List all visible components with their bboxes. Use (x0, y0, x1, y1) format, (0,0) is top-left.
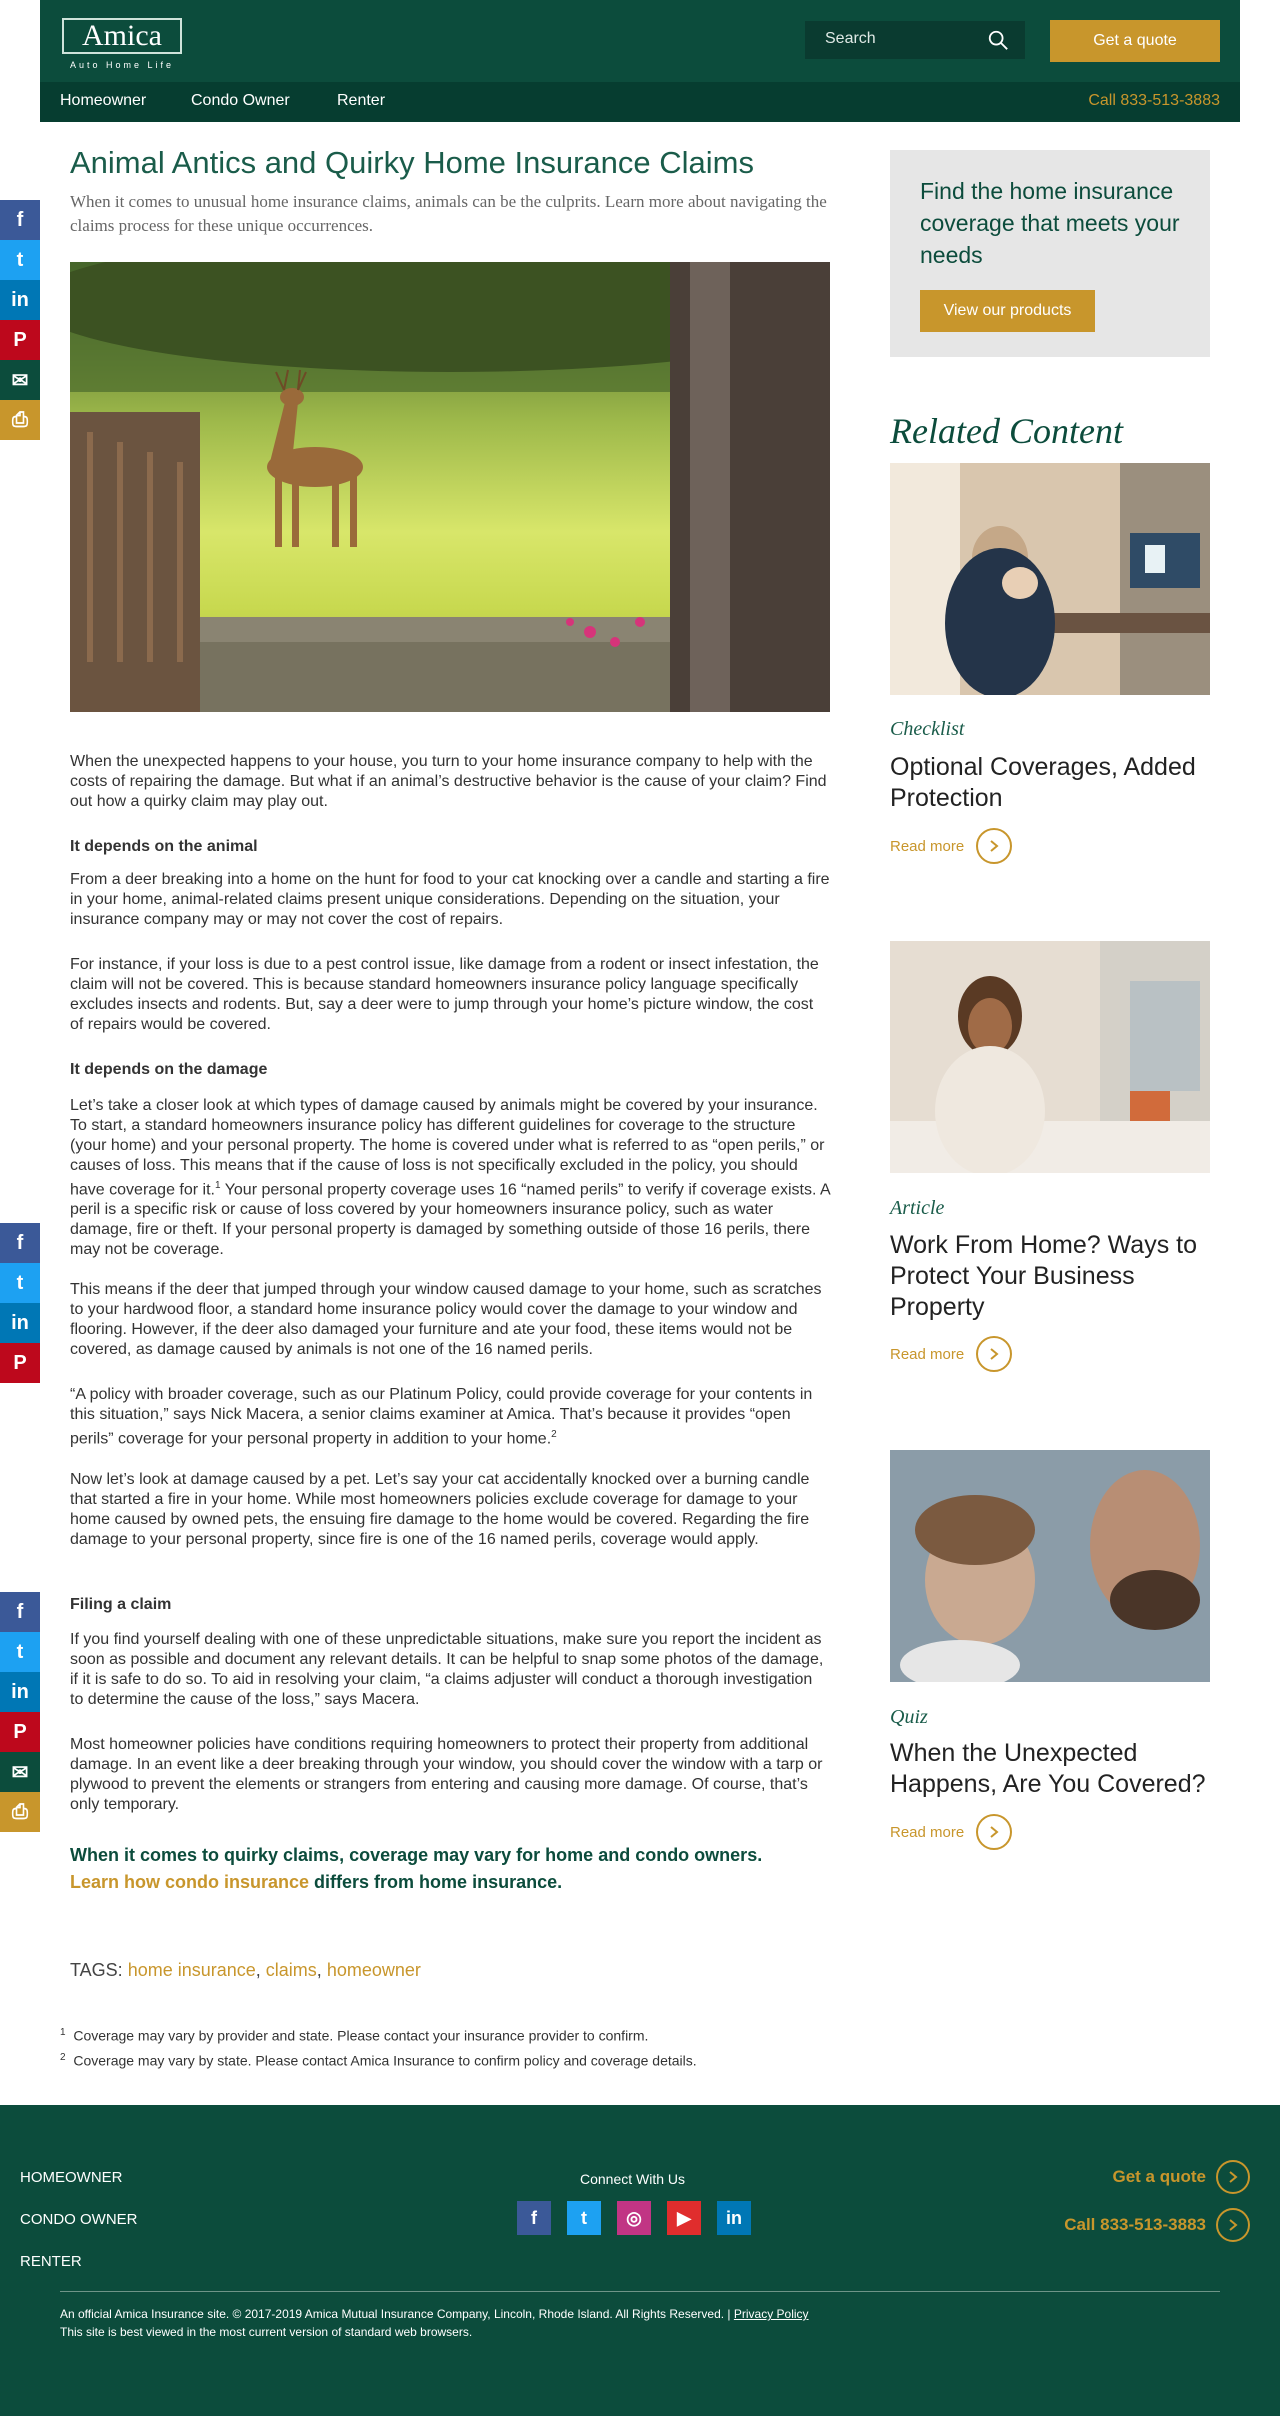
search-icon[interactable] (987, 29, 1009, 51)
condo-cta: When it comes to quirky claims, coverage may vary for home and condo owners. Learn how condo insurance differs from home insurance. (70, 1845, 763, 1892)
share-bar-top (0, 200, 40, 440)
search-placeholder: Search (825, 30, 876, 47)
paragraph-intro: When the unexpected happens to your house, you turn to your home insurance company to help with the costs of repairing the damage. But what if an animal’s destructive behavior is the cause of your claim? Find out how a quirky claim may play out. (70, 753, 827, 810)
paragraph-animal: From a deer breaking into a home on the hunt for food to your cat knocking over a candle and starting a fire in your home, animal-related claims present unique considerations. Depending on the situation, your insurance company may or may not cover the cost of repairs. (70, 871, 830, 928)
footer-homeowner-link[interactable]: HOMEOWNER (20, 2169, 123, 2186)
header-phone-link[interactable]: Call 833-513-3883 (1088, 92, 1220, 109)
connect-with-us: Connect With Us (580, 2171, 686, 2187)
paragraph-filing: If you find yourself dealing with one of these unpredictable situations, make sure you report the incident as soon as possible and document any relevant details. It can be helpful to snap some photos of the damage, if it is safe to do so. To aid in resolving your claim, “a claims adjuster will conduct a thorough investigation to determine the cause of the loss,” says Macera. (70, 1631, 824, 1708)
paragraph-deer-window: This means if the deer that jumped through your window caused damage to your home, such as scratches to your hardwood floor, a standard home insurance policy would cover the damage to your window and flooring. However, if the deer also damaged your furniture and ate your food, these items would not be covered, as damage caused by animals is not one of the 16 named perils. (70, 1281, 822, 1358)
products-promo (890, 150, 1210, 357)
twitter-share-icon[interactable]: t (0, 1632, 40, 1672)
page-title: Animal Antics and Quirky Home Insurance Claims (70, 145, 754, 180)
copyright-text: An official Amica Insurance site. © 2017-2019 Amica Mutual Insurance Company, Lincoln, Rhode Island. All Rights Reserved. | Privacy Policy This site is best viewed in the most current version of standard web browsers. (60, 2307, 809, 2339)
tag-claims[interactable]: claims (265, 1960, 317, 1980)
tag-home-insurance[interactable]: home insurance (127, 1960, 256, 1980)
condo-insurance-link[interactable]: Learn how condo insurance (70, 1872, 310, 1892)
footer-condo-owner-link[interactable]: CONDO OWNER (20, 2211, 138, 2228)
logo-tagline: Auto Home Life (70, 60, 175, 70)
twitter-share-icon[interactable]: t (0, 1263, 40, 1303)
print-icon[interactable]: ⎙ (0, 400, 40, 440)
promo-text: Find the home insurance coverage that meets your needs (920, 178, 1180, 268)
nav-renter[interactable]: Renter (337, 92, 386, 109)
chevron-right-icon (976, 1814, 1012, 1850)
privacy-policy-link[interactable]: Privacy Policy (733, 2307, 809, 2321)
footnote-2: $^2$ Coverage may vary by state. Please contact Amica Insurance to confirm policy and coverage details. (60, 2052, 697, 2069)
footnote-ref-2[interactable]: 2 (551, 1429, 557, 1440)
card-kind-article: Article (890, 1197, 945, 1219)
heading-filing-claim: Filing a claim (70, 1596, 172, 1613)
facebook-share-icon[interactable]: f (0, 200, 40, 240)
tags-list: TAGS: home insurance, claims, homeowner (70, 1960, 421, 1980)
footer-phone-link[interactable]: Call 833-513-3883 (1064, 2208, 1250, 2242)
card-image-woman-desk[interactable] (890, 941, 1210, 1173)
card-title-work-from-home[interactable]: Work From Home? Ways to Protect Your Business Property (890, 1231, 1197, 1321)
search-input[interactable] (805, 21, 1025, 59)
card-image-rainy-window[interactable] (890, 1450, 1210, 1682)
pinterest-share-icon[interactable]: P (0, 1712, 40, 1752)
site-header (40, 0, 1240, 122)
paragraph-pest: For instance, if your loss is due to a pest control issue, like damage from a rodent or insect infestation, the claim will not be covered. This is because standard homeowners insurance policy language specifically excludes insects and rodents. But, say a deer were to jump through your home’s picture window, the cost of repairs would be covered. (70, 956, 819, 1033)
print-icon[interactable]: ⎙ (0, 1792, 40, 1832)
tag-homeowner[interactable]: homeowner (326, 1960, 421, 1980)
article-subtitle: When it comes to unusual home insurance claims, animals can be the culprits. Learn more about navigating the claims process for these unique occurrences. (70, 192, 827, 235)
twitter-icon[interactable]: t (567, 2201, 601, 2235)
email-share-icon[interactable]: ✉ (0, 360, 40, 400)
site-footer (0, 2105, 1280, 2416)
card-title-unexpected-happens[interactable]: When the Unexpected Happens, Are You Covered? (890, 1739, 1206, 1798)
paragraph-platinum: “A policy with broader coverage, such as our Platinum Policy, could provide coverage for your contents in this situation,” says Nick Macera, a senior claims examiner at Amica. That’s because it provides “open perils” coverage for your personal property in addition to your home.$^2$ (70, 1386, 813, 1448)
email-share-icon[interactable]: ✉ (0, 1752, 40, 1792)
youtube-icon[interactable]: ▶ (667, 2201, 701, 2235)
chevron-right-icon (1216, 2160, 1250, 2194)
paragraph-damage: Let’s take a closer look at which types of damage caused by animals might be covered by your insurance. To start, a standard homeowners insurance policy has different guidelines for coverage to the structure (your home) and your personal property. The home is covered under what is referred to as “open perils,” or causes of loss. This means that if the cause of loss is not specifically excluded in the policy, you should have coverage for it.$^1$ Your personal property coverage uses 16 “named perils” to verify if coverage exists. A peril is a specific risk or cause of loss covered by your homeowners insurance policy, such as water damage, fire or theft. If your personal property is damaged by something outside of those 16 perils, there may not be coverage. (70, 1097, 830, 1259)
chevron-right-icon (976, 1336, 1012, 1372)
read-more-link[interactable]: Read more (890, 1336, 1012, 1372)
chevron-right-icon (1216, 2208, 1250, 2242)
twitter-share-icon[interactable]: t (0, 240, 40, 280)
facebook-share-icon[interactable]: f (0, 1223, 40, 1263)
footer-get-quote-link[interactable]: Get a quote (1112, 2160, 1250, 2194)
footnote-1: $^1$ Coverage may vary by provider and state. Please contact your insurance provider to confirm. (60, 2027, 649, 2044)
card-kind-quiz: Quiz (890, 1706, 928, 1728)
view-products-button[interactable]: View our products (920, 290, 1095, 332)
facebook-share-icon[interactable]: f (0, 1592, 40, 1632)
deer-scene-illustration (70, 262, 830, 712)
nav-homeowner[interactable]: Homeowner (60, 92, 147, 109)
read-more-link[interactable]: Read more (890, 1814, 1012, 1850)
footnote-ref-1[interactable]: 1 (214, 1180, 221, 1191)
read-more-link[interactable]: Read more (890, 828, 1012, 864)
amica-logo[interactable]: Amica (62, 18, 182, 54)
paragraph-protect: Most homeowner policies have conditions requiring homeowners to protect their property from additional damage. In an event like a deer breaking through your window, you should cover the window with a tarp or plywood to prevent the elements or strangers from entering and causing more damage. Of course, that’s only temporary. (70, 1736, 823, 1813)
card-image-mother-laptop[interactable] (890, 463, 1210, 695)
share-bar-middle (0, 1223, 40, 1383)
footer-renter-link[interactable]: RENTER (20, 2253, 82, 2270)
main-nav (40, 82, 1240, 122)
nav-condo-owner[interactable]: Condo Owner (191, 92, 290, 109)
related-content-heading: Related Content (890, 411, 1123, 451)
get-quote-button[interactable]: Get a quote (1050, 20, 1220, 62)
pinterest-share-icon[interactable]: P (0, 320, 40, 360)
footer-divider (60, 2291, 1220, 2292)
pinterest-share-icon[interactable]: P (0, 1343, 40, 1383)
linkedin-share-icon[interactable]: in (0, 280, 40, 320)
card-title-optional-coverages[interactable]: Optional Coverages, Added Protection (890, 753, 1196, 812)
share-bar-bottom (0, 1592, 40, 1832)
card-kind-checklist: Checklist (890, 718, 965, 740)
linkedin-share-icon[interactable]: in (0, 1303, 40, 1343)
instagram-icon[interactable]: ◎ (617, 2201, 651, 2235)
heading-depends-damage: It depends on the damage (70, 1061, 268, 1078)
header-top-bar (40, 0, 1240, 82)
linkedin-icon[interactable]: in (717, 2201, 751, 2235)
heading-depends-animal: It depends on the animal (70, 838, 258, 855)
facebook-icon[interactable]: f (517, 2201, 551, 2235)
paragraph-pet: Now let’s look at damage caused by a pet. Let’s say your cat accidentally knocked over a burning candle that started a fire in your home. While most homeowners policies exclude coverage for damage to your home caused by owned pets, the ensuing fire damage to the home would be covered. Regarding the fire damage to your personal property, since fire is one of the 16 named perils, coverage would apply. (70, 1471, 810, 1548)
hero-image-deer (70, 262, 830, 712)
linkedin-share-icon[interactable]: in (0, 1672, 40, 1712)
chevron-right-icon (976, 828, 1012, 864)
